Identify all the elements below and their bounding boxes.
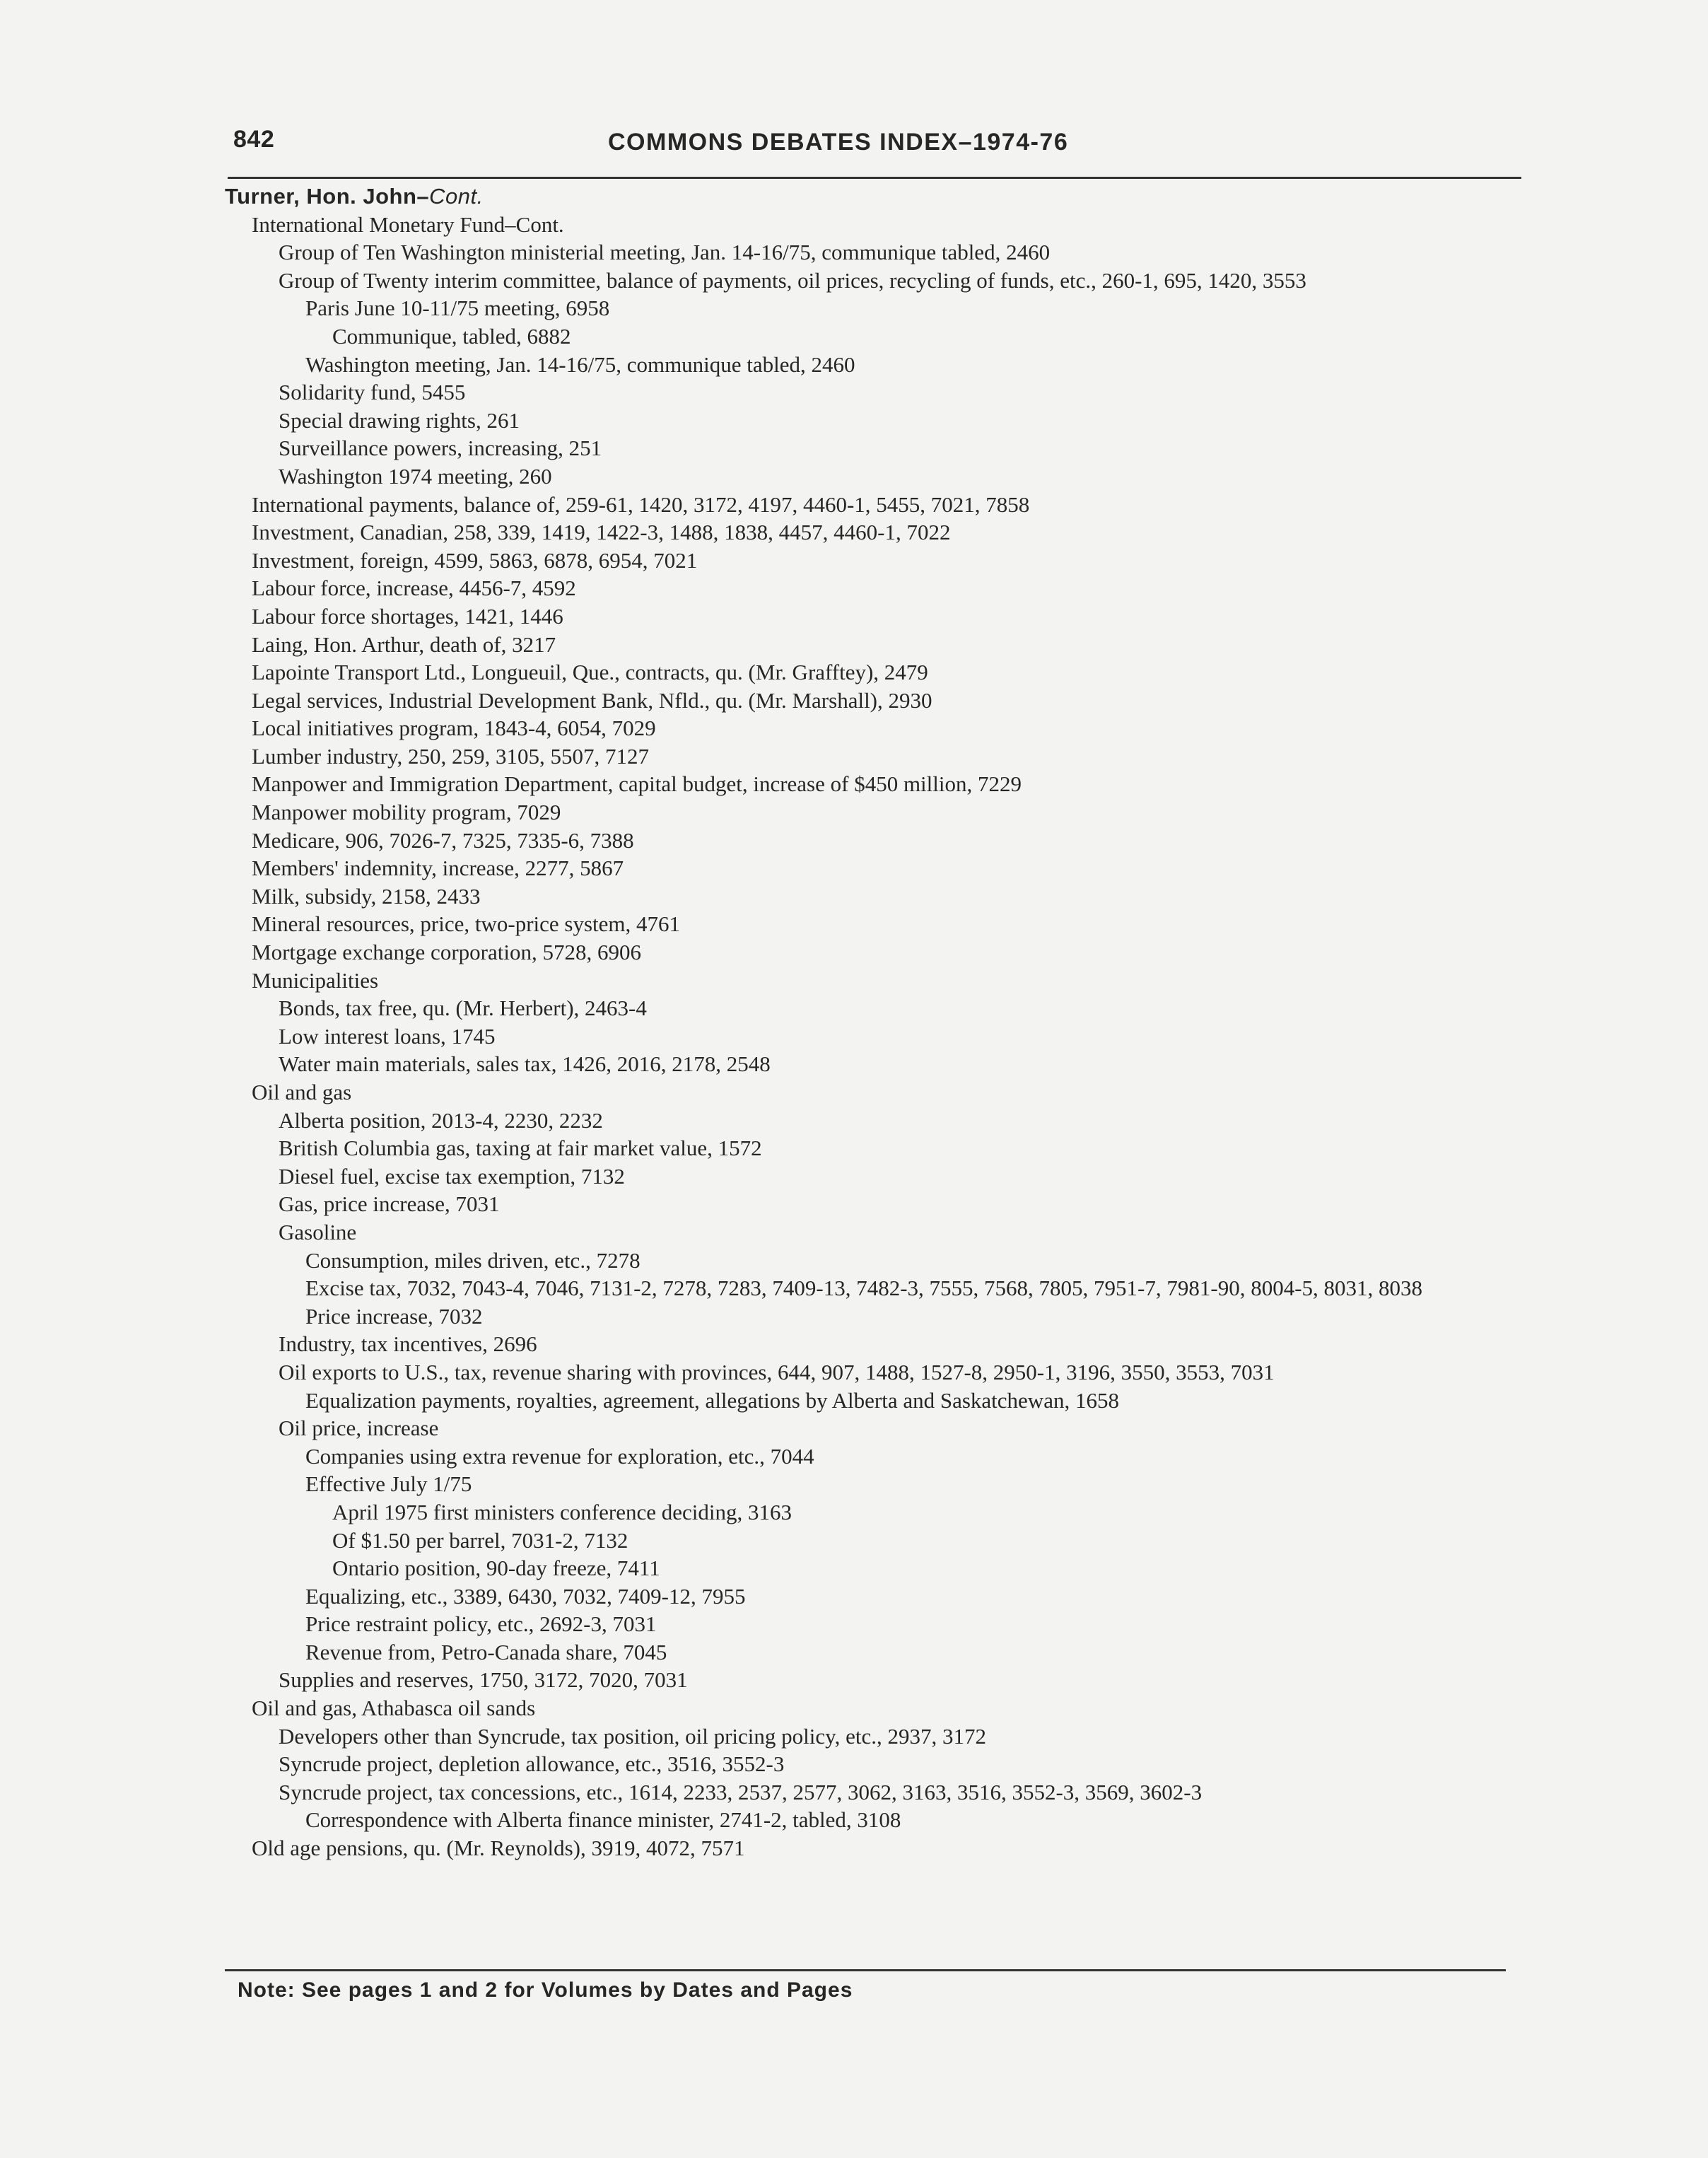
index-entry [0,1190,1567,1218]
index-entry [0,1498,1567,1527]
index-entry [0,1274,1541,1302]
index-entry [0,1302,1567,1331]
index-entry [0,910,1567,938]
index-entry [0,967,1567,995]
entry-text: Old age pensions, qu. (Mr. Reynolds), 3919, 4072, 7571 [252,1836,745,1861]
index-entry [0,658,1567,687]
index-entries [0,182,1708,1862]
entry-text: Washington 1974 meeting, 260 [279,463,552,489]
entry-text: Group of Ten Washington ministerial meeting, Jan. 14-16/75, communique tabled, 2460 [279,240,1051,265]
index-entry [0,1078,1567,1107]
footer-rule [225,1969,1506,1971]
footer-note: Note: See pages 1 and 2 for Volumes by Dates and Pages [238,1978,853,2002]
index-entry [0,1694,1567,1722]
index-entry [0,1527,1567,1555]
entry-text: Local initiatives program, 1843-4, 6054, 7029 [252,716,656,741]
index-entry [0,574,1567,602]
index-entry [0,211,1567,239]
entry-text: Equalizing, etc., 3389, 6430, 7032, 7409-12, 7955 [305,1583,746,1609]
index-entry [0,1610,1567,1638]
entry-text: Price increase, 7032 [305,1303,483,1329]
entry-text: Equalization payments, royalties, agreement, allegations by Alberta and Saskatchewan, 1658 [305,1387,1119,1413]
index-entry [0,351,1567,379]
entry-text: Group of Twenty interim committee, balance of payments, oil prices, recycling of funds, etc., 260-1, 695, 1420, 3553 [279,267,1306,293]
index-entry [0,434,1567,462]
index-entry [0,1134,1567,1162]
index-entry [0,462,1567,491]
index-entry [0,1247,1567,1275]
entry-text: Municipalities [252,967,379,993]
entry-text: Of $1.50 per barrel, 7031-2, 7132 [332,1527,628,1553]
entry-text: Members' indemnity, increase, 2277, 5867 [252,856,624,881]
entry-text: Lapointe Transport Ltd., Longueuil, Que., contracts, qu. (Mr. Grafftey), 2479 [252,660,928,685]
index-entry [0,602,1567,631]
index-entry [0,1834,1567,1862]
index-entry [0,687,1567,715]
entry-text: Legal services, Industrial Development Bank, Nfld., qu. (Mr. Marshall), 2930 [252,687,932,713]
continued-marker: Cont. [515,211,564,237]
index-entry [0,1050,1567,1078]
entry-text: Oil and gas, Athabasca oil sands [252,1696,536,1721]
index-entry [0,1330,1567,1358]
entry-text: British Columbia gas, taxing at fair market value, 1572 [279,1136,762,1161]
index-entry [0,994,1567,1022]
index-entry [0,882,1567,911]
entry-text: Gas, price increase, 7031 [279,1191,500,1217]
index-entry [0,714,1567,742]
index-entry [0,1582,1567,1611]
index-entry [0,1162,1567,1191]
index-entry [0,1414,1567,1442]
entry-text: Supplies and reserves, 1750, 3172, 7020, 7031 [279,1667,688,1693]
entry-text: Effective July 1/75 [305,1471,472,1497]
entry-text: Companies using extra revenue for exploration, etc., 7044 [305,1443,814,1469]
entry-text: Developers other than Syncrude, tax position, oil pricing policy, etc., 2937, 3172 [279,1723,986,1749]
entry-text: Price restraint policy, etc., 2692-3, 7031 [305,1611,657,1637]
index-entry [0,1358,1541,1387]
entry-text: Mortgage exchange corporation, 5728, 6906 [252,940,641,965]
entry-text: Labour force, increase, 4456-7, 4592 [252,576,576,601]
entry-text: Medicare, 906, 7026-7, 7325, 7335-6, 7388 [252,827,634,853]
entry-text: Syncrude project, tax concessions, etc., 1614, 2233, 2537, 2577, 3062, 3163, 3516, 3552-3, 3569, 3602-3 [279,1779,1203,1804]
index-entry [0,1107,1567,1135]
entry-text: Investment, foreign, 4599, 5863, 6878, 6954, 7021 [252,547,698,573]
entry-text: Surveillance powers, increasing, 251 [279,436,602,461]
index-entry [0,631,1567,659]
entry-text: Excise tax, 7032, 7043-4, 7046, 7131-2, 7278, 7283, 7409-13, 7482-3, 7555, 7568, 7805, 7951-7, 7981-90, 8004-5, 8031, 8038 [305,1276,1423,1301]
entry-text: International Monetary Fund– [252,211,516,237]
entry-text: Washington meeting, Jan. 14-16/75, communique tabled, 2460 [305,351,855,377]
entry-text: Solidarity fund, 5455 [279,380,466,405]
index-entry [0,1442,1567,1471]
index-entry [0,407,1567,435]
continued-marker: Cont. [429,184,484,209]
index-entry [0,294,1567,322]
index-entry [0,798,1567,827]
entry-text: Turner, Hon. John– [225,184,430,209]
entry-text: Revenue from, Petro-Canada share, 7045 [305,1639,667,1664]
index-entry [0,1470,1567,1498]
index-entry [0,1554,1567,1582]
index-entry [0,1806,1567,1834]
entry-text: Lumber industry, 250, 259, 3105, 5507, 7127 [252,743,649,769]
index-entry [0,1722,1567,1751]
entry-text: Oil price, increase [279,1416,439,1441]
index-entry [0,491,1567,519]
running-title: COMMONS DEBATES INDEX–1974-76 [608,129,1069,156]
entry-text: Ontario position, 90-day freeze, 7411 [332,1556,660,1581]
entry-text: Low interest loans, 1745 [279,1023,496,1049]
entry-text: Consumption, miles driven, etc., 7278 [305,1247,640,1273]
entry-text: Special drawing rights, 261 [279,407,520,433]
index-entry [0,938,1567,967]
entry-text: Water main materials, sales tax, 1426, 2016, 2178, 2548 [279,1051,771,1077]
entry-text: Communique, tabled, 6882 [332,323,571,349]
index-entry [0,518,1567,547]
entry-text: Alberta position, 2013-4, 2230, 2232 [279,1107,603,1133]
index-entry [0,1666,1567,1694]
entry-text: Labour force shortages, 1421, 1446 [252,603,563,629]
entry-text: Manpower mobility program, 7029 [252,800,561,825]
entry-text: Investment, Canadian, 258, 339, 1419, 1422-3, 1488, 1838, 4457, 4460-1, 7022 [252,520,951,545]
entry-text: Diesel fuel, excise tax exemption, 7132 [279,1163,625,1189]
index-entry [0,770,1567,798]
page-number: 842 [233,126,275,153]
index-entry [0,547,1567,575]
entry-text: Laing, Hon. Arthur, death of, 3217 [252,631,556,657]
index-entry [0,1218,1567,1247]
entry-text: Milk, subsidy, 2158, 2433 [252,883,481,909]
index-heading [0,182,1567,211]
entry-text: International payments, balance of, 259-61, 1420, 3172, 4197, 4460-1, 5455, 7021, 7858 [252,491,1030,517]
entry-text: Syncrude project, depletion allowance, etc., 3516, 3552-3 [279,1751,785,1777]
entry-text: Gasoline [279,1219,357,1244]
entry-text: Manpower and Immigration Department, capital budget, increase of $450 million, 7229 [252,771,1022,797]
index-entry [0,1638,1567,1667]
index-entry [0,1022,1567,1051]
index-entry [0,854,1567,882]
index-entry [0,322,1567,351]
index-entry [0,1778,1541,1807]
entry-text: Correspondence with Alberta finance minister, 2741-2, tabled, 3108 [305,1807,901,1833]
index-entry [0,1750,1567,1778]
index-entry [0,267,1541,295]
entry-text: Bonds, tax free, qu. (Mr. Herbert), 2463-4 [279,996,647,1021]
index-entry [0,1387,1567,1415]
entry-text: April 1975 first ministers conference deciding, 3163 [332,1499,792,1524]
index-entry [0,378,1567,407]
entry-text: Oil and gas [252,1080,352,1104]
entry-text: Industry, tax incentives, 2696 [279,1331,537,1357]
entry-text: Oil exports to U.S., tax, revenue sharing with provinces, 644, 907, 1488, 1527-8, 2950-1, 3196, 3550, 3553, 7031 [279,1359,1275,1384]
index-entry [0,742,1567,771]
index-entry [0,827,1567,855]
header-rule [228,177,1521,179]
entry-text: Paris June 10-11/75 meeting, 6958 [305,296,610,321]
entry-text: Mineral resources, price, two-price system, 4761 [252,911,681,937]
index-entry [0,238,1567,267]
